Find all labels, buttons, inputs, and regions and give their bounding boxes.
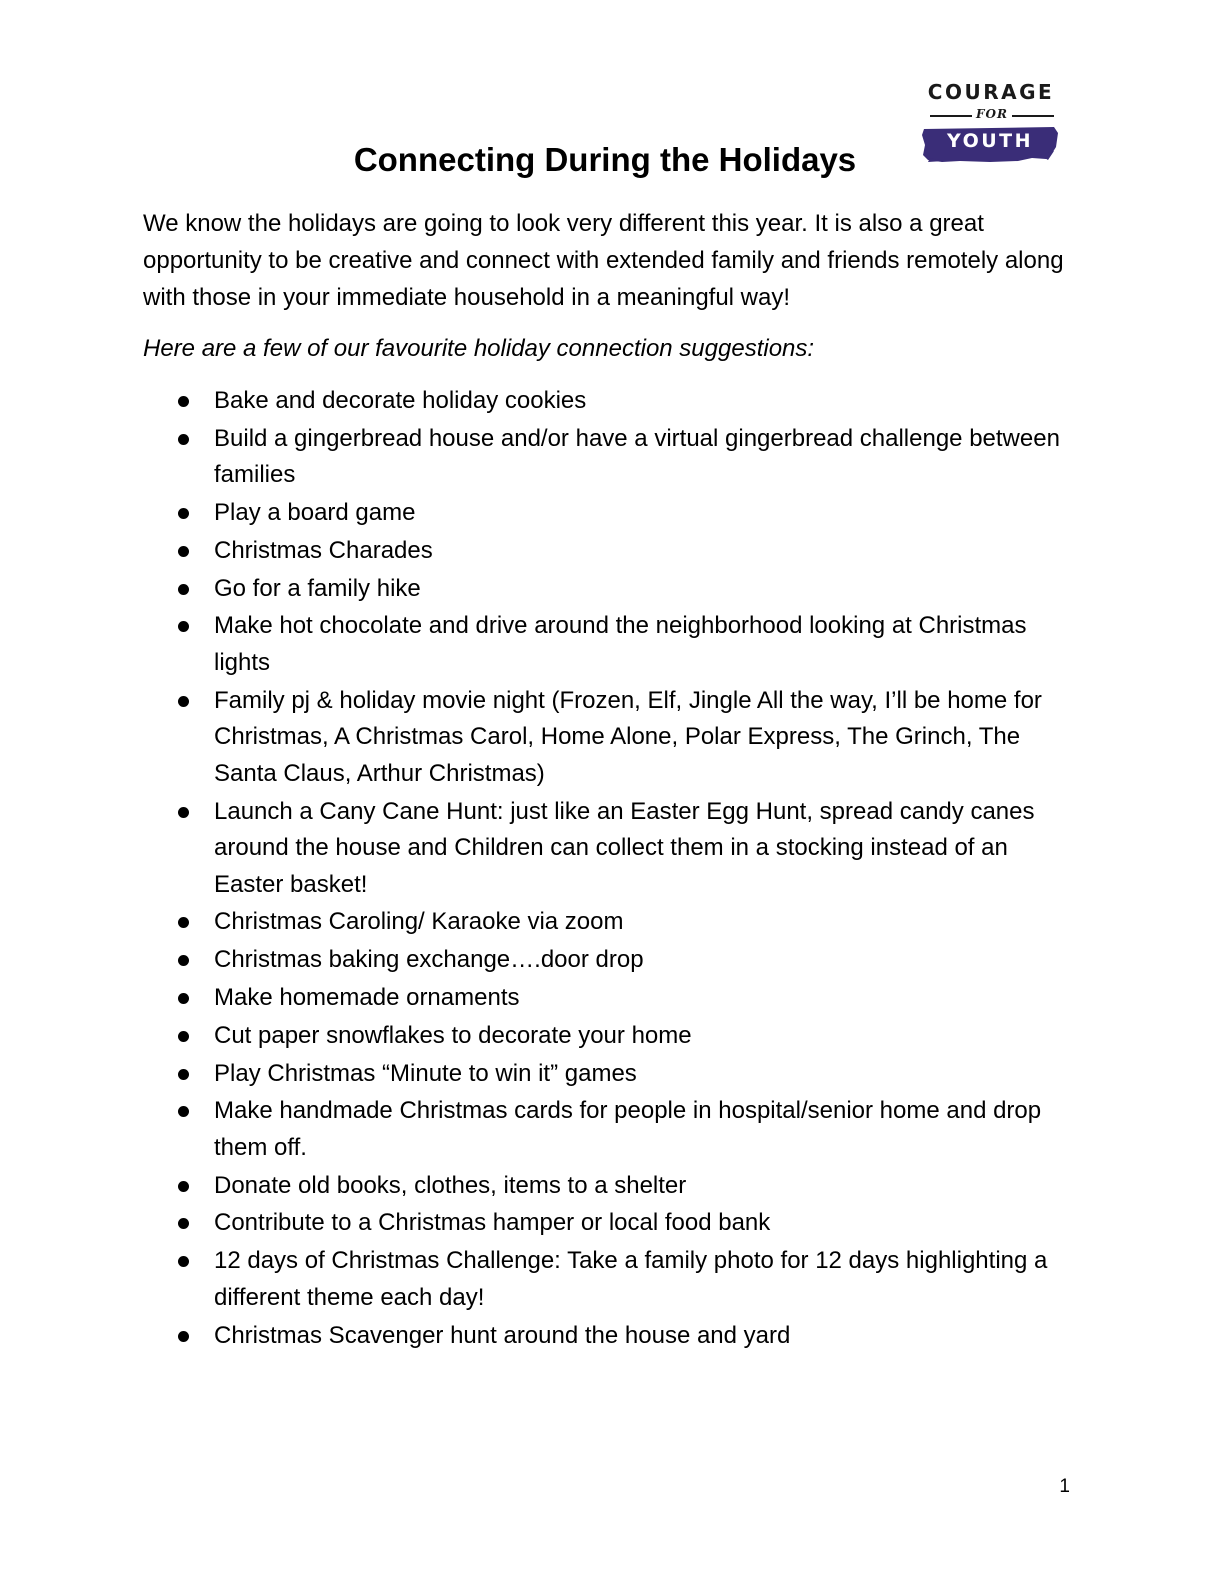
list-item-text: Play Christmas “Minute to win it” games xyxy=(214,1059,637,1087)
bullet-icon xyxy=(178,955,189,966)
suggestions-list xyxy=(214,383,1074,1355)
bullet-icon xyxy=(178,621,189,632)
list-item xyxy=(214,571,1074,608)
bullet-icon xyxy=(178,546,189,557)
logo-rule-right xyxy=(1012,115,1054,117)
page-number: 1 xyxy=(1059,1476,1070,1497)
bullet-icon xyxy=(178,584,189,595)
list-item xyxy=(214,495,1074,532)
logo-word-for: FOR xyxy=(976,107,1008,121)
bullet-icon xyxy=(178,1218,189,1229)
list-item-text: Build a gingerbread house and/or have a virtual gingerbread challenge between families xyxy=(214,424,1060,489)
list-item xyxy=(214,1243,1074,1316)
bullet-icon xyxy=(178,807,189,818)
list-item-text: Make homemade ornaments xyxy=(214,983,520,1011)
list-item-text: Cut paper snowflakes to decorate your home xyxy=(214,1021,692,1049)
list-item xyxy=(214,383,1074,420)
bullet-icon xyxy=(178,1256,189,1267)
suggestions-lead: Here are a few of our favourite holiday connection suggestions: xyxy=(143,335,815,362)
list-item xyxy=(214,1018,1074,1055)
list-item-text: Bake and decorate holiday cookies xyxy=(214,387,587,414)
bullet-icon xyxy=(178,917,189,928)
logo-word-courage: COURAGE xyxy=(927,80,1055,104)
bullet-icon xyxy=(178,508,189,519)
list-item xyxy=(214,608,1074,681)
list-item xyxy=(214,1056,1074,1093)
bullet-icon xyxy=(178,1106,189,1117)
list-item-text: Play a board game xyxy=(214,499,416,527)
logo-for-row xyxy=(928,107,1056,123)
list-item-text: Make handmade Christmas cards for people in hospital/senior home and drop them off. xyxy=(214,1097,1042,1161)
bullet-icon xyxy=(178,1031,189,1042)
bullet-icon xyxy=(178,1069,189,1080)
bullet-icon xyxy=(178,993,189,1004)
list-item xyxy=(214,421,1074,494)
list-item xyxy=(214,533,1074,570)
list-item-text: Contribute to a Christmas hamper or local food bank xyxy=(214,1209,771,1237)
list-item-text: Make hot chocolate and drive around the neighborhood looking at Christmas lights xyxy=(214,612,1027,676)
list-item-text: Donate old books, clothes, items to a shelter xyxy=(214,1171,687,1199)
list-item xyxy=(214,942,1074,979)
list-item xyxy=(214,1168,1074,1205)
list-item-text: Christmas baking exchange….door drop xyxy=(214,946,644,974)
bullet-icon xyxy=(178,396,189,407)
list-item-text: Christmas Charades xyxy=(214,536,433,564)
list-item-text: Christmas Caroling/ Karaoke via zoom xyxy=(214,908,624,936)
list-item-text: Launch a Cany Cane Hunt: just like an Easter Egg Hunt, spread candy canes around the house and Children can collect them in a stocking instead of an Easter basket! xyxy=(214,797,1035,898)
list-item-text: Family pj & holiday movie night (Frozen, Elf, Jingle All the way, I’ll be home for Christmas, A Christmas Carol, Home Alone, Polar Express, The Grinch, The Santa Claus, Arthur Christmas) xyxy=(214,686,1042,787)
bullet-icon xyxy=(178,1331,189,1342)
list-item xyxy=(214,794,1074,904)
list-item xyxy=(214,1205,1074,1242)
list-item xyxy=(214,1318,1074,1355)
bullet-icon xyxy=(178,1181,189,1192)
list-item-text: 12 days of Christmas Challenge: Take a family photo for 12 days highlighting a different theme each day! xyxy=(214,1247,1048,1311)
list-item xyxy=(214,683,1074,793)
list-item-text: Christmas Scavenger hunt around the house and yard xyxy=(214,1321,791,1349)
list-item xyxy=(214,904,1074,941)
page-title: Connecting During the Holidays xyxy=(353,141,857,178)
bullet-icon xyxy=(178,434,189,445)
list-item-text: Go for a family hike xyxy=(214,574,421,602)
list-item xyxy=(214,980,1074,1017)
list-item xyxy=(214,1093,1074,1166)
intro-paragraph: We know the holidays are going to look very different this year. It is also a great opportunity to be creative and connect with extended family and friends remotely along with those in your immediate household in a meaningful way! xyxy=(143,210,1064,311)
logo-word-youth: YOUTH xyxy=(946,130,1034,152)
bullet-icon xyxy=(178,696,189,707)
